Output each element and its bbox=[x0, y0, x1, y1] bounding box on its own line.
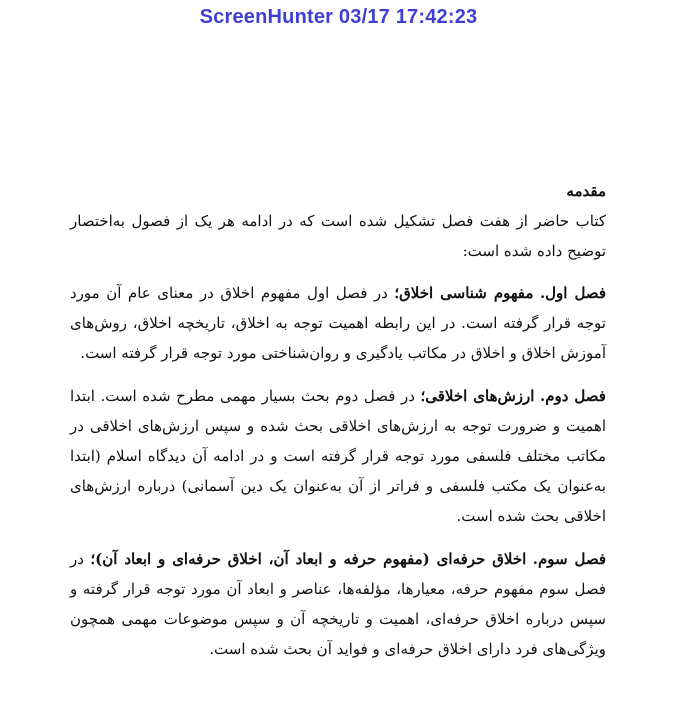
section-title: ارزش‌های اخلاقی؛ bbox=[420, 387, 535, 405]
section-paragraph-3 bbox=[70, 544, 606, 664]
section-paragraph-2 bbox=[70, 381, 606, 531]
section-body: در فصل اول مفهوم اخلاق در معنای عام آن مورد توجه قرار گرفته است. در این رابطه اهمیت توجه به اخلاق، تاریخچه اخلاق، روش‌های آموزش اخلاق و اخلاق در مکاتب یادگیری و روان‌شناختی مورد توجه قرار گرفته است. bbox=[70, 284, 606, 362]
section-label: فصل اول. bbox=[539, 284, 606, 302]
section-title: اخلاق حرفه‌ای (مفهوم حرفه و ابعاد آن، اخلاق حرفه‌ای و ابعاد آن)؛ bbox=[90, 550, 527, 568]
intro-paragraph: کتاب حاضر از هفت فصل تشکیل شده است که در ادامه هر یک از فصول به‌اختصار توضیح داده شده است: bbox=[70, 212, 606, 260]
section-label: فصل دوم. bbox=[540, 387, 606, 405]
page-heading: مقدمه bbox=[566, 182, 606, 200]
document-page bbox=[70, 176, 606, 677]
section-paragraph-1 bbox=[70, 278, 606, 368]
section-label: فصل سوم. bbox=[532, 550, 606, 568]
section-body: در فصل دوم بحث بسیار مهمی مطرح شده است. ابتدا اهمیت و ضرورت توجه به ارزش‌های اخلاقی بحث شده و سپس ارزش‌های اخلاقی در مکاتب مختلف فلسفی مورد توجه قرار گرفته است و در ادامه آن دیدگاه اسلام (ابتدا به‌عنوان یک مکتب فلسفی و فراتر از آن به‌عنوان یک دین آسمانی) درباره ارزش‌های اخلاقی بحث شده است. bbox=[70, 387, 606, 525]
section-title: مفهوم شناسی اخلاق؛ bbox=[394, 284, 534, 302]
section-body: در فصل سوم مفهوم حرفه، معیارها، مؤلفه‌ها، عناصر و ابعاد آن مورد توجه قرار گرفته و سپس درباره اخلاق حرفه‌ای، اهمیت و تاریخچه آن و سپس موضوعات مهمی همچون ویژگی‌های فرد دارای اخلاق حرفه‌ای و فواید آن بحث شده است. bbox=[70, 550, 606, 658]
screenhunter-watermark: ScreenHunter 03/17 17:42:23 bbox=[199, 6, 478, 28]
